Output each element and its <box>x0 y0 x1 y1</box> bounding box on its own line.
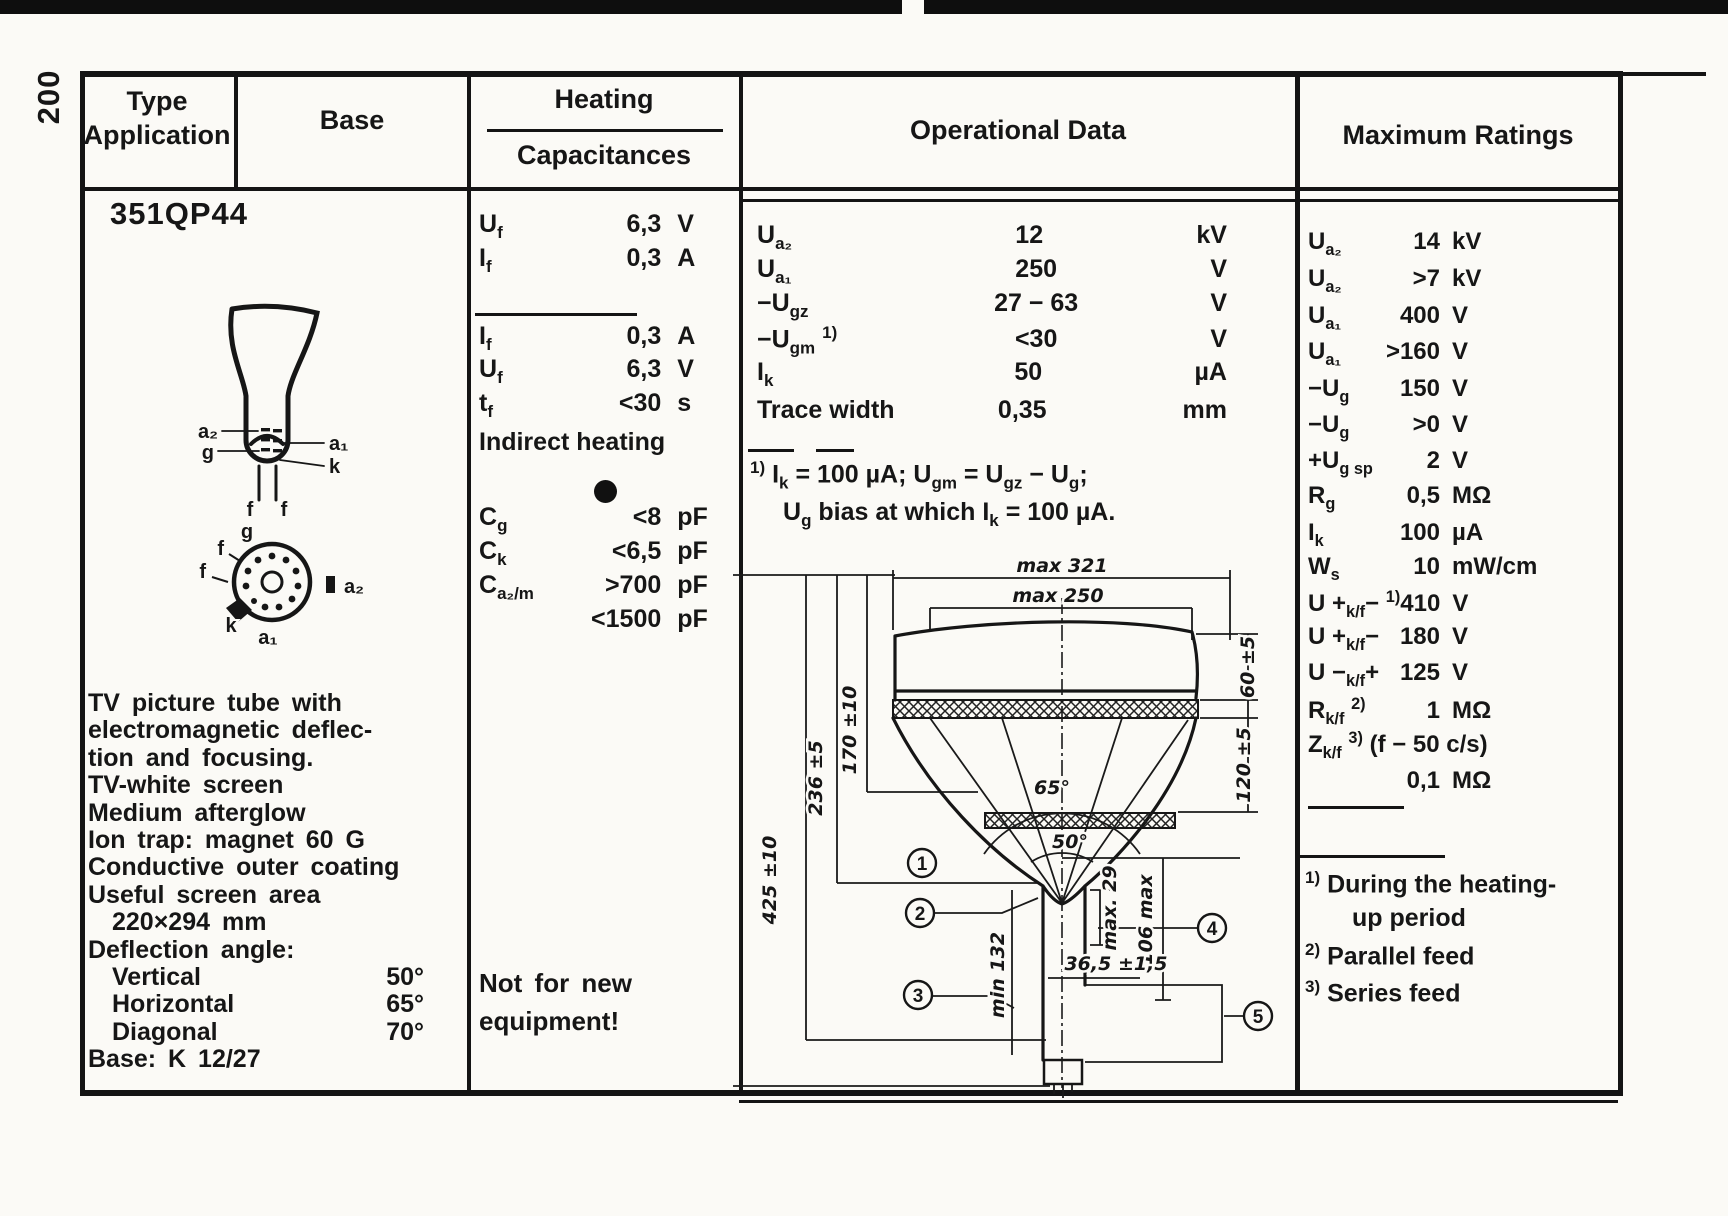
dimension-label-d170: 170 ±10 <box>839 685 861 775</box>
base-label-f1: f <box>217 538 224 560</box>
base-type-line: Base: K 12/27 <box>88 1045 261 1074</box>
spec-row <box>479 210 725 243</box>
callout-number-5: 5 <box>1252 1007 1264 1028</box>
spec-row <box>1308 553 1538 585</box>
spec-label: $C_k$ <box>479 537 507 569</box>
spec-row <box>1308 519 1532 551</box>
base-label-g: g <box>240 521 254 543</box>
dimension-label-d132: min 132 <box>987 931 1009 1019</box>
base-label-f2: f <box>199 561 206 583</box>
opdata-ratings-divider <box>1295 71 1300 1094</box>
spec-unit: V <box>677 355 694 383</box>
spec-label: $U_{a_2}$ <box>1308 228 1342 259</box>
spec-row <box>1308 588 1532 622</box>
spec-unit: V <box>1452 411 1469 438</box>
spec-value: >7 <box>1412 265 1440 292</box>
spec-row <box>479 322 725 355</box>
spec-value: >700 <box>604 571 662 599</box>
table-top-border <box>80 71 1618 77</box>
spec-unit: V <box>1452 338 1469 365</box>
description-line: TV picture tube with <box>88 689 342 717</box>
spec-row <box>757 221 1227 254</box>
spec-value: 50 <box>1014 358 1043 386</box>
warning-line-2: equipment! <box>479 1006 620 1036</box>
spec-row <box>757 396 1227 425</box>
spec-unit: V <box>677 210 694 238</box>
spec-label: $U_{a_2}$ <box>1308 265 1342 296</box>
spec-label: $-U_{gm}$ $^{1)}$ <box>757 323 838 358</box>
spec-row <box>1308 338 1532 370</box>
footnote-line: $^{1)}$ During the heating- <box>1305 868 1557 899</box>
spec-unit: V <box>1452 447 1469 474</box>
spec-value: 180 <box>1399 623 1440 650</box>
spec-value: 10 <box>1413 553 1440 580</box>
spec-label: $U_{a_1}$ <box>757 255 792 287</box>
tube-outline-and-base-diagram <box>195 290 445 650</box>
spec-row <box>1308 302 1532 334</box>
header-maximum-ratings: Maximum Ratings <box>1342 120 1574 150</box>
spec-row <box>1308 767 1532 795</box>
spec-unit: V <box>1452 302 1469 329</box>
spec-unit: V <box>1452 623 1469 650</box>
base-heating-divider <box>467 71 471 1094</box>
heating-section-rule <box>475 313 637 316</box>
spec-row <box>1308 482 1532 514</box>
callout-number-4: 4 <box>1206 919 1218 940</box>
spec-value: 150 <box>1399 375 1440 402</box>
dimension-label-d120: 120 ±5 <box>1233 727 1255 803</box>
description-line: Ion trap: magnet 60 G <box>88 826 365 855</box>
spec-unit: pF <box>677 537 708 565</box>
op-footnote-rule-1 <box>748 449 794 452</box>
dimension-label-d250: max 250 <box>1012 585 1104 607</box>
deflection-angle-row <box>88 964 424 991</box>
spec-value: >0 <box>1412 411 1440 438</box>
spec-unit: A <box>677 322 696 350</box>
spec-row <box>1308 375 1532 407</box>
spec-unit: V <box>1210 325 1227 354</box>
spec-label: $C_{a_2/m}$ <box>479 571 534 603</box>
spec-unit: s <box>677 389 692 417</box>
dimension-label-d106: 106 max <box>1135 874 1157 966</box>
spec-label: $U_f$ <box>479 210 503 242</box>
spec-value: 125 <box>1399 659 1440 686</box>
spec-row <box>757 323 1227 358</box>
spec-unit: kV <box>1196 221 1227 249</box>
dimension-label-d365: 36,5 ±1,5 <box>1064 953 1168 975</box>
spec-label: $t_f$ <box>479 389 493 421</box>
spec-value: 6,3 <box>626 355 662 383</box>
header-bottom-border <box>80 187 1618 191</box>
spec-unit: V <box>1452 659 1469 686</box>
spec-value: 27 − 63 <box>994 289 1079 317</box>
spec-value: <30 <box>1014 325 1058 354</box>
ratings-footnote-rule <box>1300 855 1445 858</box>
tube-electrode-marks <box>261 428 282 452</box>
dimension-label-d60: 60 ±5 <box>1237 635 1259 699</box>
spec-row <box>1308 411 1532 443</box>
scan-top-edge <box>0 0 1728 14</box>
spec-label: $R_g$ <box>1308 482 1336 513</box>
op-footnote-rule-2 <box>816 449 854 452</box>
tube-label-g: g <box>201 442 214 464</box>
dimension-label-d425: 425 ±10 <box>759 835 781 925</box>
spec-label: $-U_g$ <box>1308 411 1350 442</box>
footnote-line: up period <box>1352 904 1466 932</box>
spec-row <box>1308 659 1532 691</box>
indirect-heating-note: Indirect heating <box>479 428 666 456</box>
base-cap <box>1044 1060 1082 1084</box>
spec-unit: V <box>1210 255 1227 283</box>
footnote-line: $^{2)}$ Parallel feed <box>1305 940 1475 971</box>
warning-line-1: Not for new <box>479 968 632 998</box>
scan-top-gap <box>902 0 924 14</box>
dimension-label-a50: 50° <box>1052 831 1088 853</box>
spec-label: $U +_{k/f}-$ <box>1308 623 1380 654</box>
bottom-double-line <box>739 1100 1618 1103</box>
dimension-label-a65: 65° <box>1034 777 1070 799</box>
spec-value: 0,1 <box>1406 767 1440 794</box>
spec-label: $U_{a_2}$ <box>757 221 793 253</box>
deflection-value: 65° <box>386 990 424 1019</box>
spec-label: $U_{a_1}$ <box>1308 338 1342 369</box>
spec-label: $I_f$ <box>479 244 492 276</box>
heating-capacitances-divider <box>487 129 723 132</box>
header-base: Base <box>319 105 385 135</box>
bulb-outline <box>893 622 1197 1060</box>
tube-type-number: 351QP44 <box>110 196 248 231</box>
page-number: 200 <box>31 69 66 125</box>
tube-filament-leads <box>259 466 276 500</box>
hatch-band-screen <box>893 700 1198 718</box>
deflection-label: Vertical <box>112 963 201 992</box>
spec-value: 410 <box>1400 590 1441 617</box>
header-capacitances: Capacitances <box>516 140 692 170</box>
base-label-k: k <box>225 615 237 637</box>
spec-row <box>479 571 725 604</box>
spec-value: 6,3 <box>626 210 662 238</box>
spec-unit: mW/cm <box>1452 553 1538 580</box>
spec-row <box>479 389 725 422</box>
tube-label-a2: a₂ <box>197 421 218 443</box>
spec-label: $U -_{k/f}+$ <box>1308 659 1380 690</box>
spec-value: 2 <box>1426 447 1440 474</box>
spec-label: $I_k$ <box>757 358 774 390</box>
spec-row <box>1308 228 1532 260</box>
spec-label: $Z_{k/f}$ $^{3)}$ (f − 50 c/s) <box>1308 729 1488 762</box>
spec-label: $+U_{g sp}$ <box>1308 447 1373 478</box>
spec-unit: MΩ <box>1452 767 1492 794</box>
spec-value: 0,3 <box>626 322 662 350</box>
spec-value: 0,5 <box>1406 482 1440 509</box>
description-line: Medium afterglow <box>88 798 306 827</box>
spec-label: $I_k$ <box>1308 519 1324 550</box>
tube-dimension-drawing <box>730 540 1290 1098</box>
description-line: Conductive outer coating <box>88 853 400 882</box>
spec-unit: V <box>1452 590 1469 617</box>
spec-label: $I_f$ <box>479 322 492 354</box>
tube-label-f-right: f <box>280 499 288 521</box>
spec-row <box>757 289 1227 322</box>
deflection-value: 70° <box>386 1017 424 1046</box>
footnote-line: $U_g$ bias at which $I_k = 100$ µA. <box>783 498 1116 530</box>
spec-row <box>757 358 1227 391</box>
spec-row <box>479 537 725 570</box>
spec-label: $R_{k/f}$ $^{2)}$ <box>1308 695 1366 728</box>
description-line: 220×294 mm <box>112 908 267 937</box>
spec-row <box>479 503 725 536</box>
header-heating: Heating <box>554 84 654 114</box>
description-line: tion and focusing. <box>88 743 314 772</box>
spec-unit: MΩ <box>1452 482 1492 509</box>
spec-row <box>479 605 725 634</box>
dimension-label-d29: max. 29 <box>1099 865 1121 951</box>
spec-unit: kV <box>1452 228 1482 255</box>
spec-unit: V <box>1452 375 1469 402</box>
spec-unit: kV <box>1452 265 1482 292</box>
spec-label: Trace width <box>757 396 895 424</box>
base-label-a1: a₁ <box>258 627 278 649</box>
spec-value: 0,35 <box>997 396 1047 424</box>
spec-value: 100 <box>1399 519 1440 546</box>
header-double-line <box>739 199 1618 202</box>
header-type: Type <box>126 86 188 116</box>
spec-value: <8 <box>632 503 662 531</box>
tube-label-f-left: f <box>246 499 254 521</box>
spec-unit: pF <box>677 571 708 599</box>
callout-number-2: 2 <box>914 904 926 925</box>
spec-unit: mm <box>1182 396 1227 424</box>
deflection-angle-row <box>88 1019 424 1046</box>
description-line: Useful screen area <box>88 880 321 909</box>
dimension-label-d321: max 321 <box>1016 555 1108 577</box>
table-top-border-ext <box>1618 72 1706 76</box>
spec-value: 400 <box>1399 302 1440 329</box>
spec-value: >160 <box>1385 338 1440 365</box>
filled-circle-mark <box>594 480 617 503</box>
description-line: TV-white screen <box>88 771 284 800</box>
spec-row <box>1308 729 1532 763</box>
deflection-value: 50° <box>386 963 424 992</box>
dimension-label-d236: 236 ±5 <box>805 740 827 816</box>
description-line: electromagnetic deflec- <box>88 716 373 745</box>
spec-value: <6,5 <box>611 537 662 565</box>
tube-label-k: k <box>329 456 341 478</box>
callout-number-3: 3 <box>912 986 924 1007</box>
tube-label-a1: a₁ <box>329 433 349 455</box>
spec-value: <1500 <box>591 605 662 633</box>
spec-value: 250 <box>1015 255 1058 283</box>
spec-row <box>1308 623 1532 655</box>
spec-row <box>1308 695 1532 729</box>
base-pins <box>243 553 302 611</box>
base-label-a2: a₂ <box>344 576 365 598</box>
header-application: Application <box>83 120 231 150</box>
header-operational-data: Operational Data <box>909 115 1127 145</box>
spec-row <box>1308 447 1532 479</box>
spec-unit: µA <box>1452 519 1484 546</box>
spec-label: $U +_{k/f}- ^{1)}$ <box>1308 588 1401 621</box>
spec-row <box>479 244 725 277</box>
spec-unit: pF <box>677 503 708 531</box>
spec-value: 14 <box>1413 228 1440 255</box>
deflection-angle-row <box>88 991 424 1018</box>
left-border <box>80 71 85 1096</box>
spec-label: $-U_g$ <box>1308 375 1350 406</box>
spec-label: $W_s$ <box>1308 553 1340 584</box>
footnote-line: $^{3)}$ Series feed <box>1305 977 1461 1008</box>
description-line: Deflection angle: <box>88 935 295 964</box>
spec-label: $C_g$ <box>479 503 508 535</box>
deflection-label: Horizontal <box>112 990 235 1019</box>
spec-row <box>479 355 725 388</box>
right-border <box>1618 71 1623 1096</box>
ratings-rule-1 <box>1308 806 1404 809</box>
spec-row <box>1308 265 1532 297</box>
spec-unit: µA <box>1194 358 1227 386</box>
deflection-label: Diagonal <box>112 1017 218 1046</box>
spec-unit: MΩ <box>1452 697 1492 724</box>
spec-unit: A <box>677 244 696 272</box>
spec-label: $U_{a_1}$ <box>1308 302 1342 333</box>
spec-unit: pF <box>677 605 708 633</box>
base-center-hole <box>262 572 282 592</box>
spec-label: $-U_{gz}$ <box>757 289 809 321</box>
callout-number-1: 1 <box>916 854 928 875</box>
spec-unit: V <box>1210 289 1227 317</box>
spec-value: 12 <box>1015 221 1044 249</box>
tube-description <box>88 690 462 1074</box>
spec-value: 0,3 <box>626 244 662 272</box>
spec-value: <30 <box>618 389 662 417</box>
spec-label: $U_f$ <box>479 355 503 387</box>
spec-value: 1 <box>1426 697 1440 724</box>
footnote-line: $^{1)}$ $I_k = 100$ µA; $U_{gm} = U_{gz} - U_g$; <box>750 458 1088 493</box>
base-a2-contact-mark <box>326 576 335 593</box>
spec-row <box>757 255 1227 288</box>
